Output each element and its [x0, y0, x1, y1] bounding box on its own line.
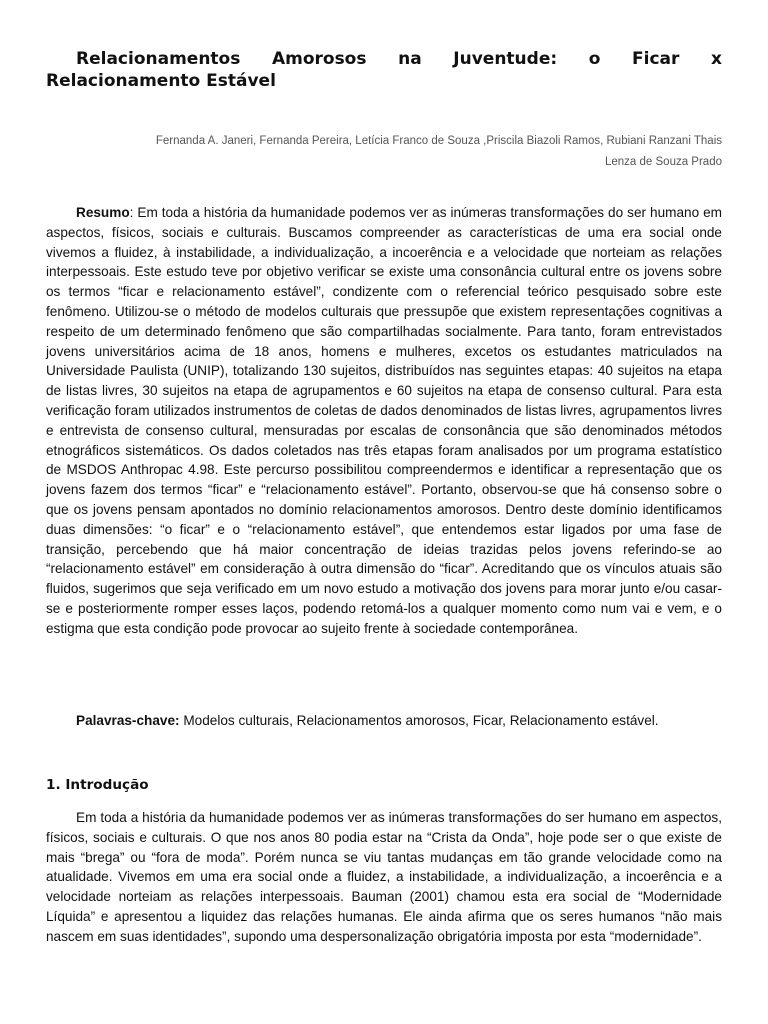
title-line-1: Relacionamentos Amorosos na Juventude: o Ficar x	[76, 49, 722, 69]
introduction-text: Em toda a história da humanidade podemos ver as inúmeras transformações do ser humano em aspectos, físicos, sociais e culturais. O que nos anos 80 podia estar na “Crista da Onda”, hoje pode ser o que existe de mais “brega” ou “fora de moda”. Porém nunca se viu tantas mudanças em tão grande velocidade como na atualidade. Vivemos em uma era social onde a fluidez, a instabilidade, a individualização, a incoerência e a velocidade norteiam as relações interpessoais. Bauman (2001) chamou esta era social de “Modernidade Líquida” e apresentou a liquidez das relações humanas. Ele ainda afirma que os seres humanos “não mais nascem em suas identidades”, supondo uma despersonalização obrigatória imposta por esta “modernidade”.	[46, 810, 722, 944]
abstract-text: : Em toda a história da humanidade podemos ver as inúmeras transformações do ser humano em aspectos, físicos, sociais e culturais. Buscamos compreender as características de uma era social onde vivemos a fluidez, à instabilidade, a individualização, a incoerência e a velocidade que norteiam as relações interpessoais. Este estudo teve por objetivo verificar se existe uma consonância cultural entre os jovens sobre os termos “ficar e relacionamento estável”, condizente com o referencial teórico pesquisado sobre este fenômeno. Utilizou-se o método de modelos culturais que pressupõe que existem representações cognitivas a respeito de um determinado fenômeno que são compartilhadas socialmente. Para tanto, foram entrevistados jovens universitários acima de 18 anos, homens e mulheres, excetos os estudantes matriculados na Universidade Paulista (UNIP), totalizando 130 sujeitos, distribuídos nas seguintes etapas: 40 sujeitos na etapa de listas livres, 30 sujeitos na etapa de agrupamentos e 60 sujeitos na etapa de consenso cultural. Para esta verificação foram utilizados instrumentos de coletas de dados denominados de listas livres, agrupamentos livres e entrevista de consenso cultural, mensuradas por escalas de consonância que são denominados métodos etnográficos sistemáticos. Os dados coletados nas três etapas foram analisados por um programa estatístico de MSDOS Anthropac 4.98. Este percurso possibilitou compreendermos e identificar a representação que os jovens fazem dos termos “ficar” e “relacionamento estável”. Portanto, observou-se que há consenso sobre o que os jovens pensam apontados no domínio relacionamentos amorosos. Dentro deste domínio identificamos duas dimensões: “o ficar” e o “relacionamento estável”, que entendemos estar ligados por uma fase de transição, percebendo que há maior concentração de ideias trazidas pelos jovens referindo-se ao “relacionamento estável” em consideração à outra dimensão do “ficar”. Acreditando que os vínculos atuais são fluidos, sugerimos que seja verificado em um novo estudo a motivação dos jovens para morar junto e/ou casar-se e posteriormente romper esses laços, podendo retomá-los a qualquer momento como num vai e vem, e o estigma que esta condição pode provocar ao sujeito frente à sociedade contemporânea.	[46, 205, 722, 636]
introduction-paragraph	[46, 808, 722, 947]
keywords-label: Palavras-chave:	[76, 713, 180, 728]
title-line-2: Relacionamento Estável	[46, 71, 276, 91]
authors-line-2: Lenza de Souza Prado	[604, 156, 722, 168]
keywords-text: Modelos culturais, Relacionamentos amorosos, Ficar, Relacionamento estável.	[179, 713, 659, 728]
introduction-heading: 1. Introdução	[46, 777, 149, 793]
abstract-paragraph	[46, 203, 722, 639]
authors-line-1: Fernanda A. Janeri, Fernanda Pereira, Letícia Franco de Souza ,Priscila Biazoli Ramos, Rubiani Ranzani Thais	[155, 135, 722, 147]
keywords-paragraph	[46, 711, 722, 731]
author-list	[46, 131, 722, 173]
abstract-label: Resumo	[76, 205, 130, 220]
document-title	[46, 48, 722, 92]
